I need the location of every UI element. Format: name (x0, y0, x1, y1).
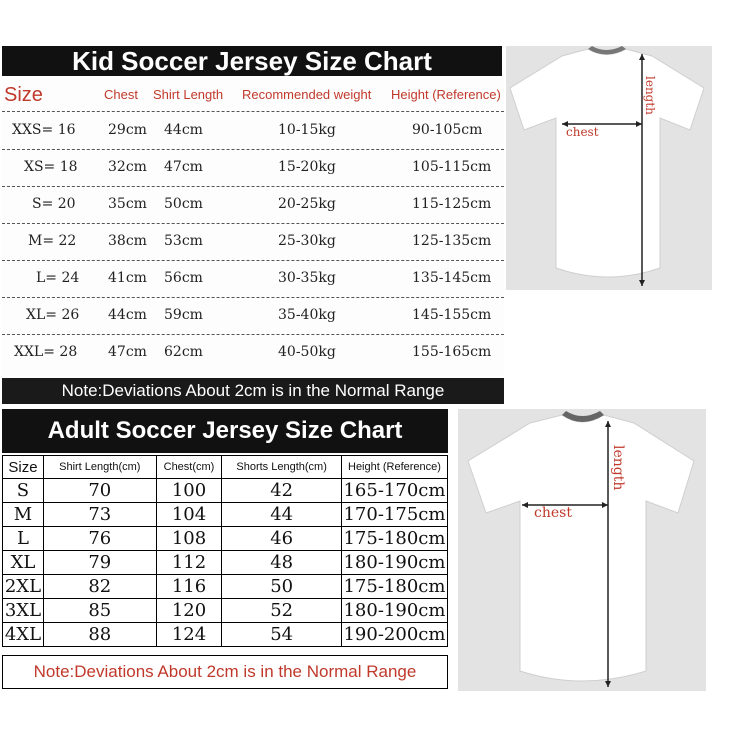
chest-cell: 41cm (108, 270, 147, 286)
size-cell: 2XL (3, 575, 44, 599)
height-cell: 145-155cm (412, 307, 492, 323)
height-cell: 175-180cm (341, 527, 447, 551)
shorts-cell: 42 (222, 479, 342, 503)
kid-header-chest: Chest (104, 87, 138, 102)
height-cell: 170-175cm (341, 503, 447, 527)
chest-cell: 120 (156, 599, 222, 623)
adult-jersey-diagram (458, 409, 706, 691)
table-row (2, 223, 504, 261)
table-row (2, 186, 504, 224)
length-cell: 76 (43, 527, 156, 551)
size-cell: S= 20 (32, 196, 76, 212)
adult-header-chest: Chest(cm) (156, 456, 222, 479)
chest-cell: 44cm (108, 307, 147, 323)
table-row (2, 297, 504, 335)
weight-cell: 20-25kg (278, 196, 336, 212)
height-cell: 115-125cm (412, 196, 492, 212)
chest-cell: 47cm (108, 344, 147, 360)
height-cell: 135-145cm (412, 270, 492, 286)
length-cell: 85 (43, 599, 156, 623)
kid-size-table (2, 78, 504, 376)
size-cell: 4XL (3, 623, 44, 647)
jersey-icon (458, 409, 706, 691)
adult-header-shorts-length: Shorts Length(cm) (222, 456, 342, 479)
chest-label: chest (566, 125, 599, 139)
height-cell: 105-115cm (412, 159, 492, 175)
kid-header-weight: Recommended weight (242, 87, 372, 102)
shorts-cell: 46 (222, 527, 342, 551)
chest-cell: 124 (156, 623, 222, 647)
length-cell: 73 (43, 503, 156, 527)
length-cell: 62cm (164, 344, 203, 360)
kid-chart-title: Kid Soccer Jersey Size Chart (2, 46, 502, 76)
adult-size-table (2, 455, 448, 647)
shorts-cell: 48 (222, 551, 342, 575)
adult-header-size: Size (3, 456, 44, 479)
weight-cell: 25-30kg (278, 233, 336, 249)
table-row (2, 112, 504, 150)
kid-header-height: Height (Reference) (391, 87, 501, 102)
chest-label: chest (534, 505, 572, 521)
weight-cell: 10-15kg (278, 122, 336, 138)
adult-header-height: Height (Reference) (341, 456, 447, 479)
size-cell: S (3, 479, 44, 503)
size-cell: L= 24 (36, 270, 80, 286)
table-row (3, 599, 448, 623)
table-row (2, 149, 504, 187)
size-cell: M= 22 (28, 233, 77, 249)
size-cell: XL= 26 (26, 307, 80, 323)
height-cell: 155-165cm (412, 344, 492, 360)
kid-deviation-note: Note:Deviations About 2cm is in the Normal Range (2, 378, 504, 404)
height-cell: 190-200cm (341, 623, 447, 647)
jersey-icon (506, 46, 712, 290)
length-cell: 44cm (164, 122, 203, 138)
height-cell: 180-190cm (341, 551, 447, 575)
length-cell: 79 (43, 551, 156, 575)
adult-header-shirt-length: Shirt Length(cm) (43, 456, 156, 479)
height-cell: 165-170cm (341, 479, 447, 503)
size-cell: XL (3, 551, 44, 575)
chest-cell: 29cm (108, 122, 147, 138)
chest-cell: 32cm (108, 159, 147, 175)
chest-cell: 116 (156, 575, 222, 599)
length-label: length (643, 76, 657, 115)
chest-cell: 35cm (108, 196, 147, 212)
weight-cell: 30-35kg (278, 270, 336, 286)
kid-header-size: Size (4, 84, 43, 106)
table-row (3, 503, 448, 527)
length-label: length (610, 445, 626, 491)
size-cell: XS= 18 (24, 159, 78, 175)
chest-cell: 38cm (108, 233, 147, 249)
kid-jersey-diagram (506, 46, 712, 290)
height-cell: 180-190cm (341, 599, 447, 623)
weight-cell: 15-20kg (278, 159, 336, 175)
height-cell: 90-105cm (412, 122, 483, 138)
size-cell: L (3, 527, 44, 551)
length-cell: 53cm (164, 233, 203, 249)
shorts-cell: 50 (222, 575, 342, 599)
kid-header-shirt-length: Shirt Length (153, 87, 224, 102)
table-row (3, 479, 448, 503)
adult-deviation-note: Note:Deviations About 2cm is in the Normal Range (2, 655, 448, 689)
length-cell: 47cm (164, 159, 203, 175)
adult-chart-title: Adult Soccer Jersey Size Chart (2, 409, 448, 453)
height-cell: 125-135cm (412, 233, 492, 249)
length-cell: 56cm (164, 270, 203, 286)
shorts-cell: 54 (222, 623, 342, 647)
shorts-cell: 52 (222, 599, 342, 623)
chest-cell: 108 (156, 527, 222, 551)
chest-cell: 104 (156, 503, 222, 527)
size-cell: 3XL (3, 599, 44, 623)
table-row (2, 334, 504, 371)
length-cell: 50cm (164, 196, 203, 212)
table-row (2, 260, 504, 298)
chest-cell: 112 (156, 551, 222, 575)
table-header-row (3, 456, 448, 479)
size-cell: XXS= 16 (12, 122, 76, 138)
length-cell: 82 (43, 575, 156, 599)
shorts-cell: 44 (222, 503, 342, 527)
size-cell: XXL= 28 (14, 344, 78, 360)
length-cell: 59cm (164, 307, 203, 323)
height-cell: 175-180cm (341, 575, 447, 599)
length-cell: 70 (43, 479, 156, 503)
table-row (3, 623, 448, 647)
table-row (3, 551, 448, 575)
length-cell: 88 (43, 623, 156, 647)
size-cell: M (3, 503, 44, 527)
table-row (3, 575, 448, 599)
chest-cell: 100 (156, 479, 222, 503)
weight-cell: 35-40kg (278, 307, 336, 323)
table-row (3, 527, 448, 551)
weight-cell: 40-50kg (278, 344, 336, 360)
